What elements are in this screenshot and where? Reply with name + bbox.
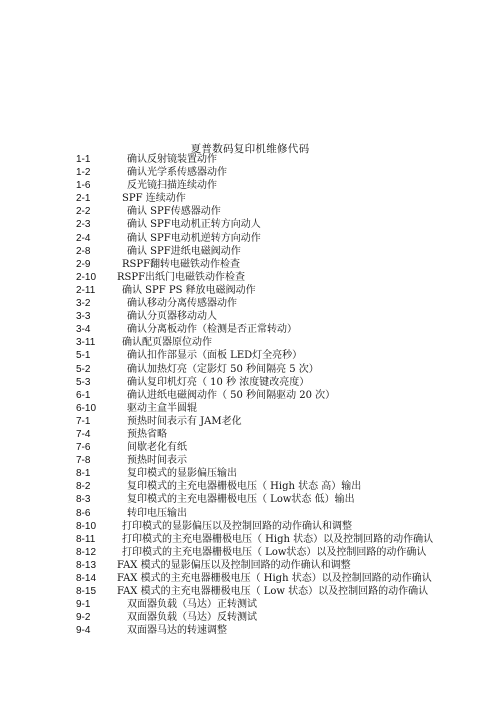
service-code: 8-12 (76, 546, 97, 558)
list-item (0, 297, 500, 310)
list-item (0, 598, 500, 611)
code-description: 打印模式的主充电器栅极电压（ Low状态）以及控制回路的动作确认 (122, 546, 427, 558)
code-description: 确认复印机灯亮（ 10 秒 浓度键改亮度） (127, 376, 310, 388)
service-code: 1-6 (76, 180, 91, 192)
service-code: 7-4 (76, 428, 91, 440)
service-code: 3-4 (76, 324, 91, 336)
list-item (0, 624, 500, 637)
code-description: 确认光学系传感器动作 (127, 167, 227, 179)
code-description: 间歇老化有纸 (127, 442, 187, 454)
list-item (0, 467, 500, 480)
list-item (0, 546, 500, 559)
code-description: 确认 SPF传感器动作 (127, 206, 221, 218)
list-item (0, 218, 500, 231)
list-item (0, 572, 500, 585)
code-description: 确认进纸电磁阀动作（ 50 秒间隔驱动 20 次） (127, 389, 336, 401)
list-item (0, 166, 500, 179)
code-description: 确认 SPF进纸电磁阀动作 (127, 245, 241, 257)
service-code: 2-11 (76, 284, 96, 296)
service-code: 8-2 (76, 481, 91, 493)
code-description: 转印电压输出 (127, 507, 187, 519)
service-code: 3-2 (76, 298, 91, 310)
code-description: 确认反射镜装置动作 (127, 154, 217, 165)
service-code: 8-1 (76, 468, 91, 480)
code-description: 预热时间表示 (127, 455, 187, 467)
service-code: 2-4 (76, 232, 91, 244)
list-item (0, 310, 500, 323)
list-item (0, 389, 500, 402)
code-description: 确认加热灯亮（定影灯 50 秒间隔亮 5 次） (127, 363, 319, 375)
list-item (0, 205, 500, 218)
service-code: 9-2 (76, 612, 91, 624)
service-code: 2-10 (76, 271, 97, 283)
code-description: 驱动主盒半圆辊 (127, 402, 197, 414)
code-description: 确认扣作部显示（面板 LED灯全亮秒） (127, 350, 303, 362)
list-item (0, 376, 500, 389)
document-title: 夏普数码复印机维修代码 (190, 143, 310, 155)
code-list (0, 153, 500, 637)
list-item (0, 349, 500, 362)
service-code: 8-10 (76, 520, 97, 532)
list-item (0, 480, 500, 493)
code-description: 确认 SPF电动机逆转方向动作 (127, 232, 261, 244)
code-description: 双面器马达的转速调整 (127, 625, 227, 637)
list-item (0, 611, 500, 624)
service-code: 8-3 (76, 494, 91, 506)
service-code: 2-2 (76, 206, 91, 218)
list-item (0, 232, 500, 245)
list-item (0, 441, 500, 454)
list-item (0, 559, 500, 572)
service-code: 9-4 (76, 625, 91, 637)
service-code: 5-1 (76, 350, 91, 362)
list-item (0, 363, 500, 376)
list-item (0, 153, 500, 166)
code-description: 确认移动分离传感器动作 (127, 298, 237, 310)
list-item (0, 428, 500, 441)
service-code: 3-3 (76, 311, 91, 323)
service-code: 8-11 (76, 533, 96, 545)
code-description: 预热时间表示有 JAM老化 (127, 415, 242, 427)
code-description: 确认 SPF PS 释放电磁阀动作 (122, 284, 256, 296)
service-code: 9-1 (76, 599, 91, 611)
list-item (0, 402, 500, 415)
code-description: SPF 连续动作 (122, 193, 186, 205)
code-description: 复印模式的显影偏压输出 (127, 468, 237, 480)
code-description: 确认配页器原位动作 (122, 337, 212, 349)
list-item (0, 323, 500, 336)
code-description: FAX 模式的显影偏压以及控制回路的动作确认和调整 (117, 559, 351, 571)
list-item (0, 271, 500, 284)
service-code: 8-6 (76, 507, 91, 519)
code-description: 反光镜扫描连续动作 (127, 180, 217, 192)
list-item (0, 493, 500, 506)
service-code: 2-9 (76, 258, 91, 270)
code-description: FAX 模式的主充电器栅极电压（ Low 状态）以及控制回路的动作确认 (117, 586, 429, 598)
service-code: 1-2 (76, 167, 91, 179)
service-code: 5-3 (76, 376, 91, 388)
service-code: 6-10 (76, 402, 97, 414)
list-item (0, 507, 500, 520)
list-item (0, 179, 500, 192)
service-code: 3-11 (76, 337, 96, 349)
service-code: 2-1 (76, 193, 91, 205)
list-item (0, 520, 500, 533)
service-code: 8-14 (76, 573, 97, 584)
code-description: 确认 SPF电动机正转方向动人 (127, 219, 261, 231)
list-item (0, 415, 500, 428)
list-item (0, 192, 500, 205)
service-code: 2-3 (76, 219, 91, 231)
service-code: 5-2 (76, 363, 91, 375)
list-item (0, 258, 500, 271)
list-item (0, 245, 500, 258)
code-description: RSPF出纸门电磁铁动作检查 (117, 271, 246, 283)
service-code: 7-6 (76, 442, 91, 454)
service-code: 1-1 (76, 154, 91, 165)
list-item (0, 454, 500, 467)
code-description: 复印模式的主充电器栅极电压（ Low状态 低）输出 (127, 494, 355, 506)
code-description: 确认分页器移动动人 (127, 311, 217, 323)
list-item (0, 533, 500, 546)
list-item (0, 336, 500, 349)
service-code: 7-8 (76, 455, 91, 467)
code-description: RSPF翻转电磁铁动作检查 (122, 258, 241, 270)
service-code: 2-8 (76, 245, 91, 257)
code-description: 双面器负载（马达）反转测试 (127, 612, 257, 624)
code-description: FAX 模式的主充电器栅极电压（ High 状态）以及控制回路的动作确认 (117, 573, 432, 584)
list-item (0, 585, 500, 598)
code-description: 双面器负载（马达）正转测试 (127, 599, 257, 611)
service-code: 6-1 (76, 389, 91, 401)
code-description: 复印模式的主充电器栅极电压（ High 状态 高）输出 (127, 481, 362, 493)
service-code: 7-1 (76, 415, 91, 427)
code-description: 打印模式的显影偏压以及控制回路的动作确认和调整 (122, 520, 352, 532)
code-description: 确认分离板动作（检测是否正常转动） (127, 324, 297, 336)
service-code: 8-13 (76, 559, 97, 571)
code-description: 打印模式的主充电器栅极电压（ High 状态）以及控制回路的动作确认 (122, 533, 434, 545)
service-code: 8-15 (76, 586, 97, 598)
code-description: 预热省略 (127, 428, 167, 440)
list-item (0, 284, 500, 297)
